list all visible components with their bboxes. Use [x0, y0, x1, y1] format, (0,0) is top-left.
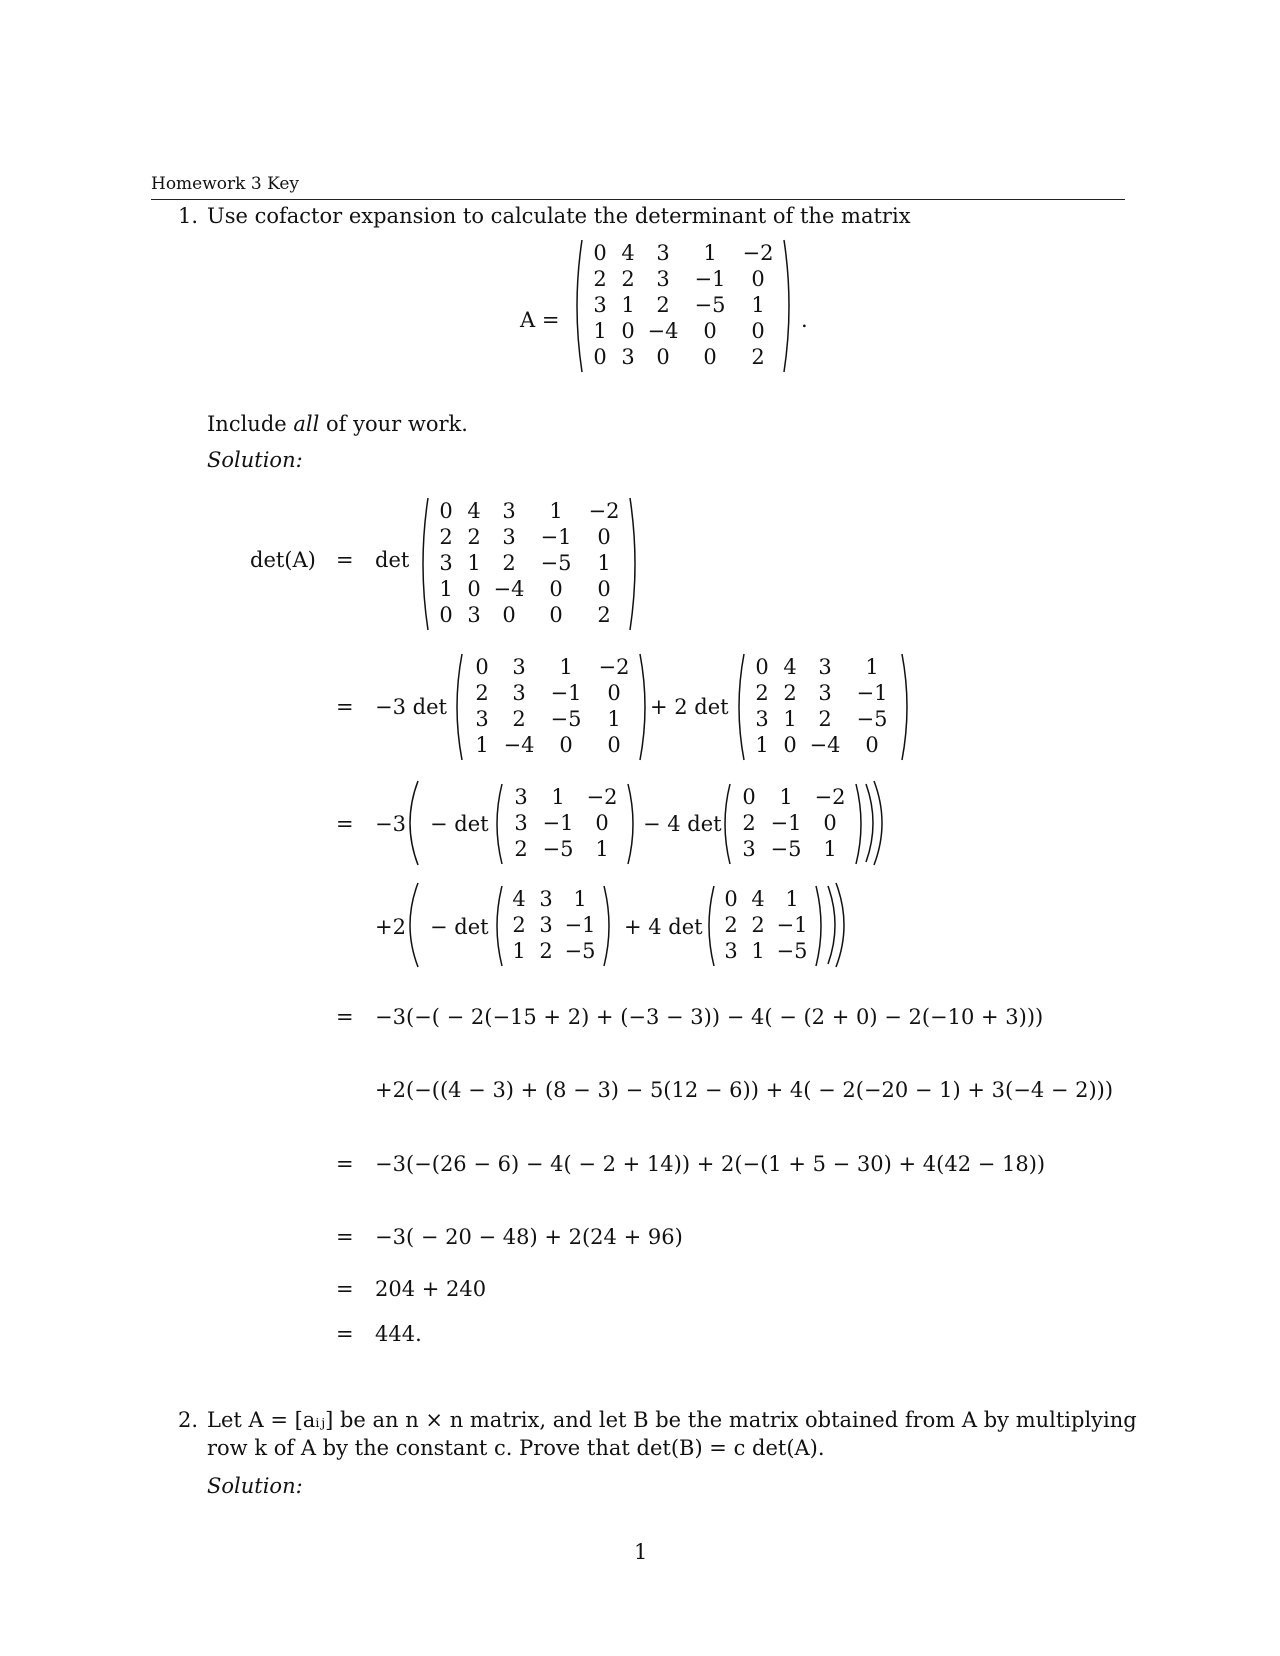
matrix-entry: −1 [550, 681, 582, 705]
matrix-entry: 3 [502, 499, 516, 523]
matrix-entry: 3 [742, 837, 756, 861]
matrix-entry: −1 [542, 811, 574, 835]
include-pre: Include [207, 412, 287, 436]
matrix-entry: 0 [621, 319, 635, 343]
matrix-entry: 1 [593, 319, 607, 343]
matrix-entry: 2 [539, 939, 553, 963]
matrix-entry: −2 [742, 241, 774, 265]
equals-sign: = [336, 548, 354, 572]
matrix-entry: 4 [467, 499, 481, 523]
matrix-entry: 0 [593, 345, 607, 369]
matrix-entry: 0 [597, 525, 611, 549]
matrix-entry: 0 [502, 603, 516, 627]
matrix-entry: 1 [467, 551, 481, 575]
matrix-parentheses [704, 884, 826, 968]
minor-3x3-b1 [492, 884, 614, 968]
matrix-entry: 0 [559, 733, 573, 757]
matrix-entry: −5 [856, 707, 888, 731]
matrix-entry: 3 [514, 785, 528, 809]
final-answer: 444. [375, 1322, 422, 1346]
close-parens [822, 880, 852, 970]
running-header: Homework 3 Key [151, 174, 299, 194]
include-emphasis: all [293, 412, 320, 436]
matrix-entry: −4 [503, 733, 535, 757]
matrix-entry: 1 [621, 293, 635, 317]
problem-1-prompt: Use cofactor expansion to calculate the determinant of the matrix [207, 204, 911, 228]
det-A-lhs: det(A) [250, 548, 316, 572]
matrix-entry: 2 [755, 681, 769, 705]
matrix-entry: 0 [703, 345, 717, 369]
matrix-entry: 0 [751, 319, 765, 343]
solution-label: Solution: [207, 448, 303, 472]
step4: −3(−(26 − 6) − 4( − 2 + 14)) + 2(−(1 + 5 − 30) + 4(42 − 18)) [375, 1152, 1046, 1176]
matrix-entry: −1 [694, 267, 726, 291]
equals-sign: = [336, 1005, 354, 1029]
matrix-entry: 2 [593, 267, 607, 291]
minor-3x3-a1 [492, 782, 638, 866]
matrix-entry: 1 [595, 837, 609, 861]
matrix-entry: −2 [588, 499, 620, 523]
matrix-entry: 1 [755, 733, 769, 757]
open-paren [398, 778, 428, 868]
matrix-entry: 3 [514, 811, 528, 835]
matrix-entry: 1 [573, 887, 587, 911]
matrix-entry: −2 [598, 655, 630, 679]
matrix-entry: −5 [542, 837, 574, 861]
matrix-entry: 3 [755, 707, 769, 731]
matrix-entry: 2 [724, 913, 738, 937]
close-parens [860, 778, 890, 868]
matrix-entry: 0 [597, 577, 611, 601]
matrix-entry: 0 [755, 655, 769, 679]
matrix-entry: 1 [703, 241, 717, 265]
step2a-det-2: − 4 det [643, 812, 722, 836]
matrix-entry: 0 [439, 499, 453, 523]
matrix-entry: 0 [475, 655, 489, 679]
matrix-entry: −1 [540, 525, 572, 549]
matrix-entry: −5 [694, 293, 726, 317]
matrix-entry: 4 [751, 887, 765, 911]
matrix-entry: 3 [656, 267, 670, 291]
matrix-entry: 3 [475, 707, 489, 731]
matrix-entry: 3 [512, 681, 526, 705]
matrix-entry: 1 [607, 707, 621, 731]
matrix-entry: 0 [595, 811, 609, 835]
matrix-entry: 0 [467, 577, 481, 601]
matrix-period: . [801, 308, 808, 332]
matrix-entry: 4 [512, 887, 526, 911]
matrix-label: A = [520, 308, 560, 332]
matrix-entry: 0 [724, 887, 738, 911]
matrix-entry: 2 [751, 345, 765, 369]
step2b-det-1: − det [430, 915, 489, 939]
matrix-entry: 1 [549, 499, 563, 523]
equals-sign: = [336, 812, 354, 836]
matrix-entry: 3 [621, 345, 635, 369]
matrix-entry: 1 [751, 939, 765, 963]
matrix-entry: 3 [656, 241, 670, 265]
header-rule [151, 199, 1125, 200]
minor-matrix-1 [452, 652, 650, 762]
step2b-prefix: +2 [375, 915, 406, 939]
matrix-entry: 0 [439, 603, 453, 627]
matrix-entry: 1 [779, 785, 793, 809]
step3-line-b: +2(−((4 − 3) + (8 − 3) − 5(12 − 6)) + 4( − 2(−20 − 1) + 3(−4 − 2))) [375, 1078, 1114, 1102]
equals-sign: = [336, 1322, 354, 1346]
matrix-entry: 0 [549, 603, 563, 627]
matrix-entry: 0 [703, 319, 717, 343]
matrix-entry: 1 [597, 551, 611, 575]
cofactor-coef-2: + 2 det [650, 695, 729, 719]
include-post: of your work. [326, 412, 468, 436]
matrix-entry: 0 [783, 733, 797, 757]
matrix-entry: 1 [865, 655, 879, 679]
equals-sign: = [336, 695, 354, 719]
matrix-entry: 3 [818, 681, 832, 705]
matrix-entry: 1 [559, 655, 573, 679]
matrix-entry: 3 [539, 913, 553, 937]
matrix-entry: 2 [514, 837, 528, 861]
minor-matrix-2 [734, 652, 912, 762]
matrix-entry: 0 [607, 681, 621, 705]
matrix-entry: 2 [621, 267, 635, 291]
step2a-prefix: −3 [375, 812, 406, 836]
matrix-entry: 2 [783, 681, 797, 705]
matrix-A-expanded [418, 496, 640, 632]
include-instruction [207, 412, 468, 436]
cofactor-coef-1: −3 det [375, 695, 447, 719]
matrix-entry: 4 [621, 241, 635, 265]
matrix-entry: 3 [724, 939, 738, 963]
matrix-A [572, 238, 794, 374]
matrix-entry: 1 [512, 939, 526, 963]
matrix-entry: 2 [475, 681, 489, 705]
matrix-entry: 0 [549, 577, 563, 601]
matrix-entry: 3 [502, 525, 516, 549]
det-operator: det [375, 548, 410, 572]
matrix-entry: 3 [467, 603, 481, 627]
matrix-entry: −4 [493, 577, 525, 601]
equals-sign: = [336, 1152, 354, 1176]
matrix-entry: 3 [512, 655, 526, 679]
problem-2-line-1: Let A = [aᵢⱼ] be an n × n matrix, and let B be the matrix obtained from A by multiplying [207, 1408, 1137, 1432]
solution-label: Solution: [207, 1474, 303, 1498]
matrix-entry: 0 [751, 267, 765, 291]
matrix-entry: 2 [597, 603, 611, 627]
matrix-entry: −1 [564, 913, 596, 937]
matrix-entry: 1 [439, 577, 453, 601]
matrix-entry: −1 [776, 913, 808, 937]
matrix-entry: −5 [564, 939, 596, 963]
matrix-entry: 0 [742, 785, 756, 809]
step2b-det-2: + 4 det [624, 915, 703, 939]
minor-3x3-a2 [720, 782, 866, 866]
step6: 204 + 240 [375, 1277, 487, 1301]
problem-1-number: 1. [178, 204, 199, 228]
open-paren [398, 880, 428, 970]
matrix-entry: −2 [586, 785, 618, 809]
equals-sign: = [336, 1277, 354, 1301]
step2a-det-1: − det [430, 812, 489, 836]
matrix-entry: 0 [823, 811, 837, 835]
matrix-entry: 2 [742, 811, 756, 835]
matrix-entry: 4 [783, 655, 797, 679]
matrix-entry: 1 [785, 887, 799, 911]
matrix-entry: 3 [593, 293, 607, 317]
matrix-entry: −1 [770, 811, 802, 835]
matrix-entry: 3 [818, 655, 832, 679]
matrix-entry: 1 [783, 707, 797, 731]
matrix-entry: 2 [818, 707, 832, 731]
matrix-entry: 2 [512, 913, 526, 937]
matrix-entry: −4 [809, 733, 841, 757]
step3-line-a: −3(−( − 2(−15 + 2) + (−3 − 3)) − 4( − (2 + 0) − 2(−10 + 3))) [375, 1005, 1044, 1029]
matrix-entry: 2 [467, 525, 481, 549]
problem-2-number: 2. [178, 1408, 199, 1432]
matrix-entry: 2 [656, 293, 670, 317]
matrix-entry: 0 [593, 241, 607, 265]
matrix-entry: 0 [656, 345, 670, 369]
problem-2-line-2: row k of A by the constant c. Prove that det(B) = c det(A). [207, 1436, 825, 1460]
matrix-entry: 2 [751, 913, 765, 937]
matrix-parentheses [492, 884, 614, 968]
matrix-entry: 2 [512, 707, 526, 731]
matrix-entry: −4 [647, 319, 679, 343]
matrix-entry: 0 [607, 733, 621, 757]
matrix-entry: 3 [539, 887, 553, 911]
page-number: 1 [634, 1540, 648, 1564]
matrix-entry: −5 [540, 551, 572, 575]
matrix-entry: −2 [814, 785, 846, 809]
matrix-entry: 2 [502, 551, 516, 575]
matrix-entry: 1 [475, 733, 489, 757]
equals-sign: = [336, 1225, 354, 1249]
matrix-entry: 0 [865, 733, 879, 757]
matrix-entry: 3 [439, 551, 453, 575]
matrix-entry: −1 [856, 681, 888, 705]
matrix-entry: −5 [776, 939, 808, 963]
step5: −3( − 20 − 48) + 2(24 + 96) [375, 1225, 683, 1249]
matrix-entry: 1 [823, 837, 837, 861]
minor-3x3-b2 [704, 884, 826, 968]
matrix-entry: 1 [551, 785, 565, 809]
matrix-entry: −5 [550, 707, 582, 731]
matrix-entry: −5 [770, 837, 802, 861]
matrix-entry: 1 [751, 293, 765, 317]
matrix-entry: 2 [439, 525, 453, 549]
